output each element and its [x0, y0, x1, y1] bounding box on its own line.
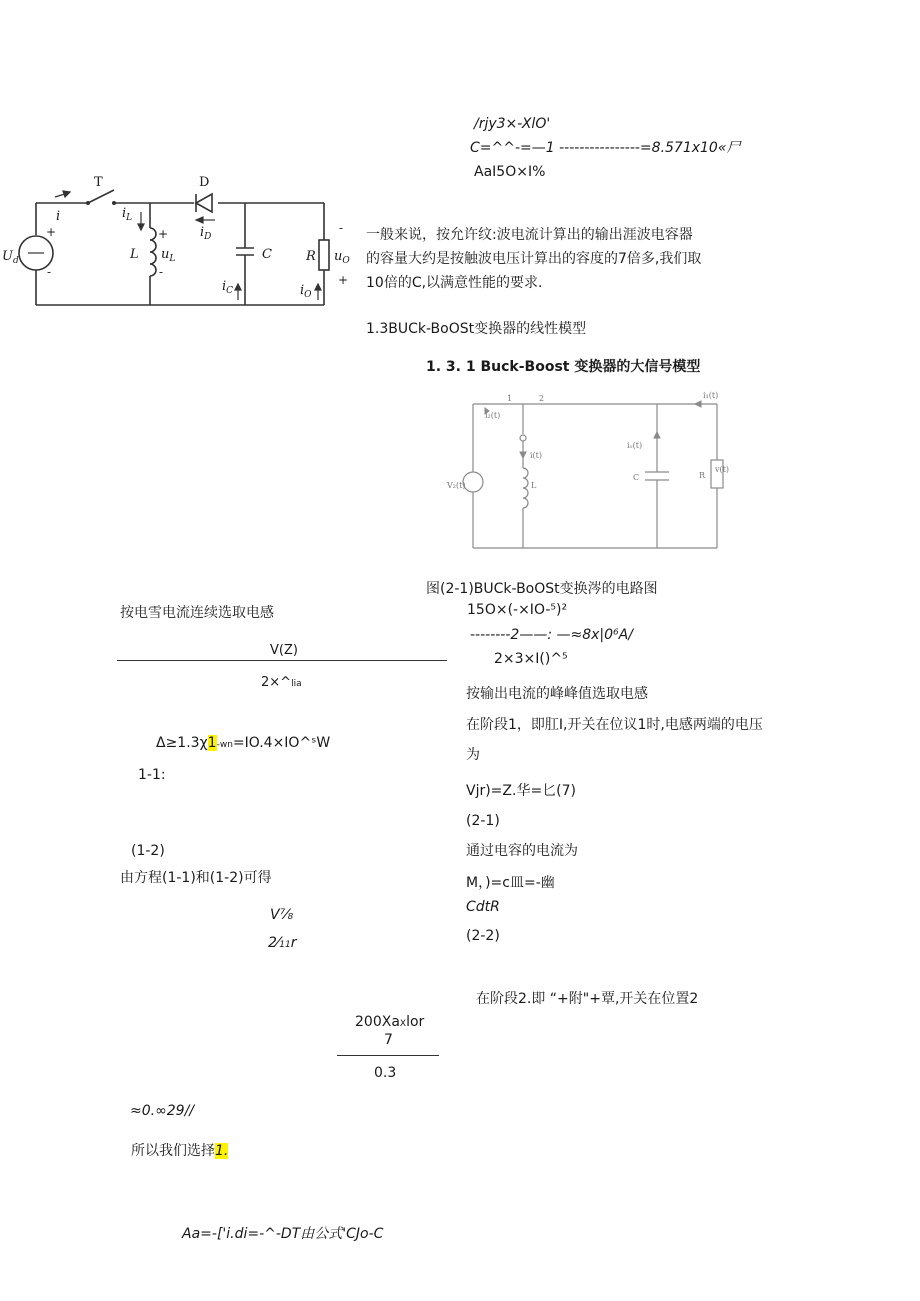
source-icon [463, 472, 483, 492]
eq-label-2-1: (2-1) [466, 813, 500, 829]
frac1-denominator: 2×^lia [261, 675, 302, 690]
frac3-numerator-1: 200XaXlor [355, 1014, 425, 1030]
label-i: i [56, 209, 61, 224]
label-uO: $u_O$ [334, 249, 350, 266]
large-signal-model-figure [447, 388, 730, 556]
label-iO: $i_O$ [300, 283, 312, 300]
label-Ud: $U_d$ [2, 249, 19, 266]
label-iL2: i(t) [530, 451, 543, 460]
section-heading: 1.3BUCk-BoOSt变换器的线性模型 [366, 321, 587, 337]
src-plus: + [46, 225, 57, 239]
label-node2: 2 [539, 394, 545, 403]
label-v: v(t) [715, 465, 729, 474]
inductor-plus: + [158, 227, 169, 241]
right-formula-line-3: 2×3×I()^⁵ [494, 651, 568, 667]
label-uL: $u_L$ [161, 247, 176, 264]
frac2-denominator: 2⁄11r [268, 935, 297, 951]
choose-text: 所以我们选择1. [131, 1143, 229, 1159]
frac1-numerator: V(Z) [270, 643, 298, 658]
eq-label-1-2: (1-2) [131, 843, 165, 859]
label-D: D [199, 175, 210, 190]
vjr-equation: Vjr)=Z.华=匕(7) [466, 783, 577, 799]
label-ic-top: i₁(t) [703, 391, 719, 400]
label-node1: 1 [507, 394, 513, 403]
label-vg: V₂(t) [447, 481, 466, 490]
left-heading: 按电雪电流连续选取电感 [120, 605, 274, 621]
right-formula-line-1: 15O×(-×IO-⁵)² [467, 602, 568, 618]
label-C: C [262, 247, 272, 262]
src-minus: - [47, 265, 52, 279]
label-iC: $i_C$ [222, 279, 234, 296]
stage1-line-1: 在阶段1，即肛I,开关在位议1时,电感两端的电压 [466, 717, 763, 733]
paragraph-line-1: 一般来说，按允许纹:波电流计算出的输出涯波电容器 [366, 227, 693, 243]
bottom-equation: Aa=-['i.di=-^-DT由公式'CJo-C [182, 1226, 384, 1242]
label-T: T [94, 175, 103, 190]
label-ic2: iₒ(t) [627, 441, 643, 450]
stage2-text: 在阶段2.即 “+附"+覃,开关在位置2 [476, 991, 699, 1007]
cap-current-text: 通过电容的电流为 [466, 843, 578, 859]
approx-result: ≈0.∞29// [130, 1103, 194, 1119]
label-R: R [306, 249, 316, 264]
paragraph-line-3: 10倍的C,以满意性能的要求. [366, 275, 543, 291]
formula-line-3: AaI5O×I% [474, 164, 546, 180]
frac3-bar [337, 1055, 439, 1056]
inequality: Δ≥1.3χ1-wn=IO.4×IO^ˢW [156, 735, 331, 751]
right-formula-line-2: --------2——: —≈8x|0⁶A/ [470, 627, 633, 643]
frac1-bar [117, 660, 447, 661]
peak-heading: 按输出电流的峰峰值选取电感 [466, 686, 648, 702]
frac2-numerator: V⅞ [270, 907, 294, 923]
load-minus: - [339, 221, 344, 235]
eq-label-2-2: (2-2) [466, 928, 500, 944]
stage1-line-2: 为 [466, 747, 480, 763]
formula-line-1: /rjy3×-XlO' [474, 116, 551, 132]
buck-boost-circuit-figure [0, 170, 360, 310]
frac3-numerator-2: 7 [384, 1032, 393, 1048]
label-C2: C [633, 473, 640, 482]
label-L: L [130, 247, 139, 262]
figure-caption: 图(2-1)BUCk-BoOSt变换涔的电路图 [426, 581, 658, 597]
label-ig: i₂(t) [485, 411, 501, 420]
eq-label-1-1: 1-1: [138, 767, 166, 783]
derive-text: 由方程(1-1)和(1-2)可得 [120, 870, 272, 886]
formula-line-2: C=^^-=—1 ----------------=8.571x10«尸 [470, 140, 741, 156]
m-equation: M，)=c皿=-幽 [466, 875, 555, 891]
label-L2: L [531, 481, 537, 490]
label-iD: $i_D$ [200, 225, 212, 242]
cdtr-text: CdtR [466, 899, 500, 915]
label-iL: $i_L$ [122, 206, 133, 223]
load-plus: + [338, 273, 349, 287]
diode-icon [196, 194, 212, 212]
subsection-heading: 1. 3. 1 Buck-Boost 变换器的大信号模型 [426, 359, 701, 375]
paragraph-line-2: 的容量大约是按触波电压计算出的容度的7倍多,我们取 [366, 251, 702, 267]
label-R2: R [699, 471, 706, 480]
inductor-minus: - [159, 265, 164, 279]
frac3-denominator: 0.3 [374, 1065, 397, 1081]
